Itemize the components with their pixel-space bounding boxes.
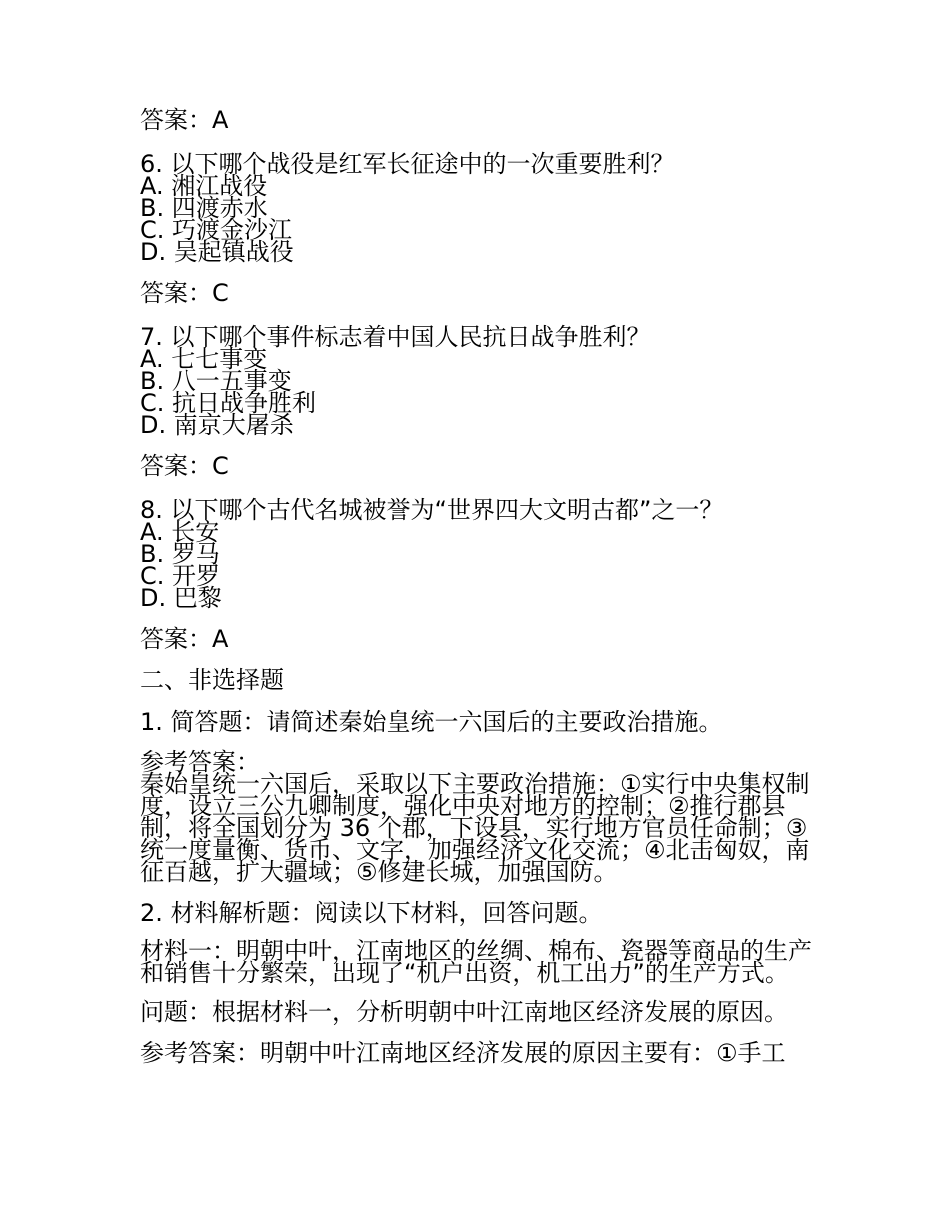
question-6 bbox=[140, 150, 815, 266]
answer-q7: 答案：C bbox=[140, 452, 229, 480]
question-7 bbox=[140, 323, 815, 439]
option-d: D. 吴起镇战役 bbox=[140, 238, 294, 266]
option-a: A. 七七事变 bbox=[140, 345, 268, 373]
option-d: D. 南京大屠杀 bbox=[140, 411, 294, 439]
short-answer-prompt: 1. 简答题：请简述秦始皇统一六国后的主要政治措施。 bbox=[140, 708, 723, 736]
option-b: B. 四渡赤水 bbox=[140, 194, 268, 222]
reference-answer-text: 秦始皇统一六国后，采取以下主要政治措施：①实行中央集权制度，设立三公九卿制度，强化中央对地方的控制；②推行郡县制，将全国划分为 36 个郡，下设县，实行地方官员任命制；③统一度量衡、货币、文字，加强经济文化交流；④北击匈奴，南征百越，扩大疆域；⑤修建长城，加强国防。 bbox=[140, 770, 810, 886]
option-b: B. 罗马 bbox=[140, 540, 220, 568]
option-c: C. 抗日战争胜利 bbox=[140, 389, 317, 417]
question-8 bbox=[140, 496, 815, 612]
option-c: C. 开罗 bbox=[140, 562, 221, 590]
question-stem: 7. 以下哪个事件标志着中国人民抗日战争胜利？ bbox=[140, 323, 651, 351]
answer-q6: 答案：C bbox=[140, 279, 229, 307]
answer-q8: 答案：A bbox=[140, 625, 229, 653]
option-a: A. 湘江战役 bbox=[140, 172, 268, 200]
option-b: B. 八一五事变 bbox=[140, 367, 292, 395]
question-stem: 6. 以下哪个战役是红军长征途中的一次重要胜利？ bbox=[140, 150, 675, 178]
section-heading: 二、非选择题 bbox=[140, 666, 284, 694]
answer-q5: 答案：A bbox=[140, 106, 229, 134]
material-prompt: 2. 材料解析题：阅读以下材料，回答问题。 bbox=[140, 899, 603, 927]
reference-answer-label: 参考答案： bbox=[140, 748, 260, 776]
document-page bbox=[140, 104, 815, 1069]
question-stem: 8. 以下哪个古代名城被誉为“世界四大文明古都”之一？ bbox=[140, 496, 724, 524]
reference-answer-block bbox=[140, 748, 815, 886]
option-a: A. 长安 bbox=[140, 518, 220, 546]
option-c: C. 巧渡金沙江 bbox=[140, 216, 293, 244]
option-d: D. 巴黎 bbox=[140, 584, 222, 612]
material-question: 问题：根据材料一，分析明朝中叶江南地区经济发展的原因。 bbox=[140, 998, 788, 1026]
material-text: 材料一：明朝中叶，江南地区的丝绸、棉布、瓷器等商品的生产和销售十分繁荣，出现了“机户出资，机工出力”的生产方式。 bbox=[140, 937, 812, 987]
material-answer: 参考答案：明朝中叶江南地区经济发展的原因主要有：①手工 bbox=[140, 1039, 786, 1067]
